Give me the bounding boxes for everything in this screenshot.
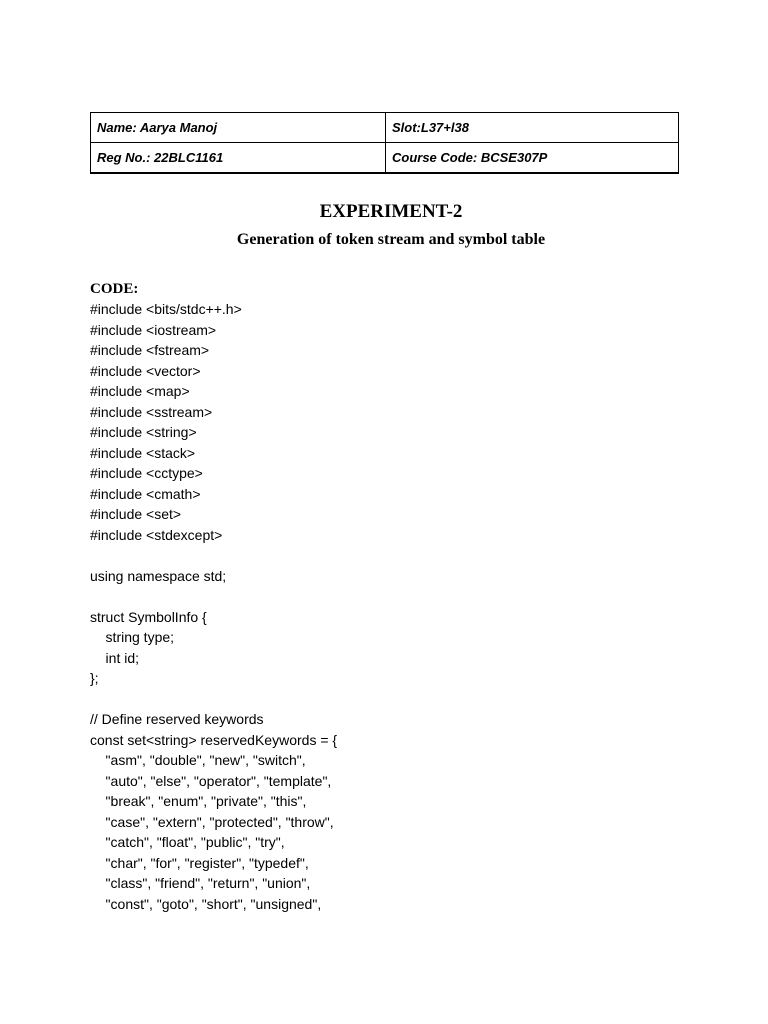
info-row <box>91 143 679 173</box>
code-line: "const", "goto", "short", "unsigned", <box>90 895 322 912</box>
code-line: #include <sstream> <box>90 403 213 420</box>
code-line: "break", "enum", "private", "this", <box>90 793 307 809</box>
code-line: #include <fstream> <box>90 342 210 358</box>
code-line <box>90 689 337 710</box>
code-line: #include <cmath> <box>90 485 201 502</box>
code-line: "catch", "float", "public", "try", <box>90 834 285 850</box>
code-line: #include <stack> <box>90 444 196 461</box>
code-line: #include <bits/stdc++.h> <box>90 301 242 317</box>
code-line: #include <string> <box>90 424 197 440</box>
experiment-subtitle: Generation of token stream and symbol table <box>236 231 546 248</box>
student-name-cell: Name: Aarya Manoj <box>91 113 386 143</box>
code-line: struct SymbolInfo { <box>90 608 207 625</box>
code-line: #include <cctype> <box>90 465 203 481</box>
code-line <box>90 586 337 607</box>
code-line <box>90 545 337 566</box>
code-line: "auto", "else", "operator", "template", <box>90 772 332 789</box>
code-line: #include <stdexcept> <box>90 526 223 543</box>
code-line: const set<string> reservedKeywords = { <box>90 731 338 748</box>
code-line: string type; <box>90 629 175 645</box>
student-info-table <box>90 112 679 174</box>
code-heading: CODE: <box>90 281 139 297</box>
code-line: }; <box>90 670 99 686</box>
code-line: #include <vector> <box>90 362 201 379</box>
code-line: "case", "extern", "protected", "throw", <box>90 813 334 830</box>
code-line: int id; <box>90 649 140 666</box>
code-line: "asm", "double", "new", "switch", <box>90 752 306 768</box>
slot-cell: Slot:L37+l38 <box>386 113 679 143</box>
code-line: "class", "friend", "return", "union", <box>90 875 311 891</box>
experiment-title: EXPERIMENT-2 <box>319 201 463 222</box>
course-code-cell: Course Code: BCSE307P <box>386 143 679 173</box>
code-block <box>90 299 337 914</box>
info-row <box>91 113 679 143</box>
code-line: using namespace std; <box>90 567 227 584</box>
code-line: // Define reserved keywords <box>90 711 264 727</box>
code-line: #include <map> <box>90 383 190 399</box>
reg-no-cell: Reg No.: 22BLC1161 <box>91 143 386 173</box>
code-line: #include <iostream> <box>90 321 217 338</box>
code-line: "char", "for", "register", "typedef", <box>90 854 309 871</box>
code-line: #include <set> <box>90 506 182 522</box>
